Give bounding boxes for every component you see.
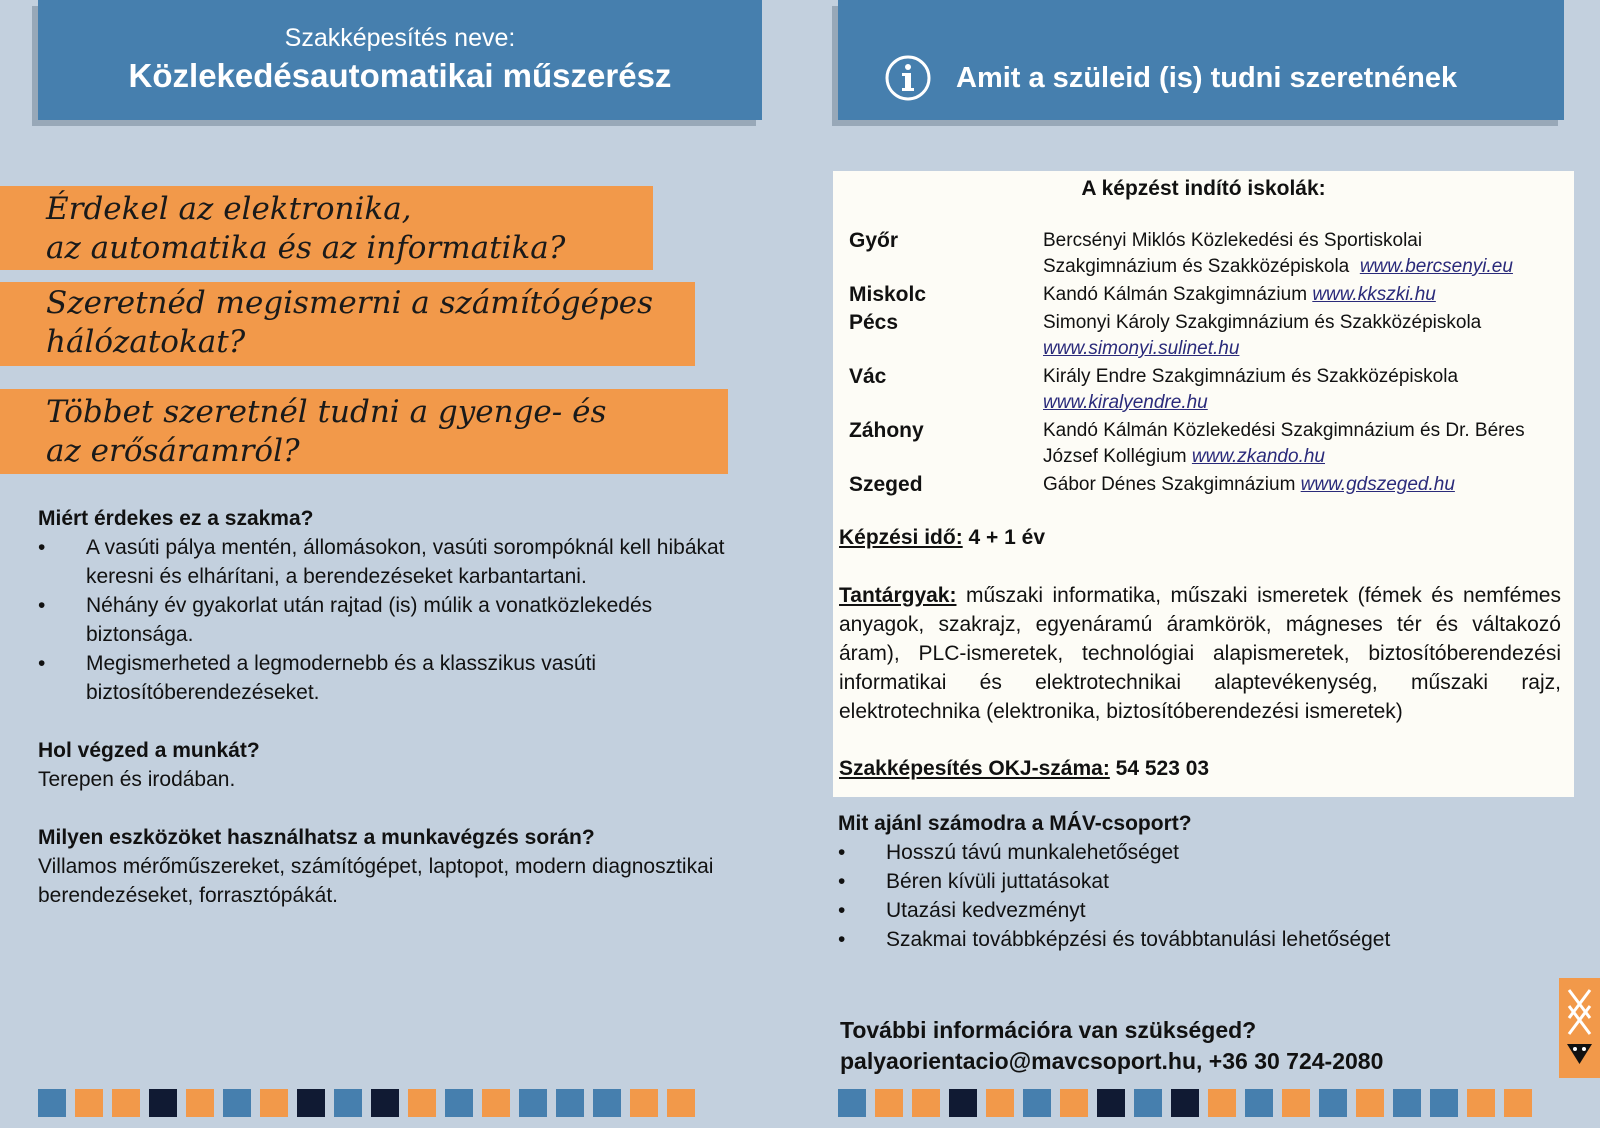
decorative-square	[408, 1089, 436, 1117]
decorative-square	[482, 1089, 510, 1117]
list-item: • Néhány év gyakorlat után rajtad (is) múlik a vonatközlekedés biztonsága.	[38, 591, 758, 649]
schools-list	[849, 228, 1549, 500]
duration-value: 4 + 1 év	[962, 526, 1046, 549]
decorative-square	[1430, 1089, 1458, 1117]
school-name: Bercsényi Miklós Közlekedési és Sportiskolai Szakgimnázium és Szakközépiskola	[1043, 230, 1423, 277]
question-banner	[0, 186, 653, 270]
parents-section-title: Amit a szüleid (is) tudni szeretnének	[956, 61, 1458, 94]
tools-section	[38, 823, 758, 910]
where-text: Terepen és irodában.	[38, 768, 236, 791]
school-name: Gábor Dénes Szakgimnázium	[1043, 474, 1296, 495]
decorative-square	[1393, 1089, 1421, 1117]
bullet: •	[38, 536, 46, 559]
school-row	[849, 418, 1549, 470]
right-header	[838, 0, 1564, 120]
left-content	[38, 504, 758, 939]
decorative-square	[838, 1089, 866, 1117]
decorative-square	[1171, 1089, 1199, 1117]
school-city: Pécs	[849, 311, 899, 334]
school-name: Kandó Kálmán Szakgimnázium	[1043, 284, 1308, 305]
decorative-square	[519, 1089, 547, 1117]
decorative-square	[149, 1089, 177, 1117]
question-banner	[0, 389, 728, 474]
bullet: •	[838, 928, 846, 951]
list-item: • Szakmai továbbképzési és továbbtanulási lehetőséget	[838, 925, 1538, 954]
info-icon	[884, 54, 932, 102]
school-row	[849, 310, 1549, 362]
subjects-label: Tantárgyak:	[839, 584, 957, 607]
school-row	[849, 282, 1549, 308]
subjects-value: műszaki informatika, műszaki ismeretek (fémek és nemfémes anyagok, szakrajz, egyenáramú áramkörök, mágneses tér és váltakozó áram), PLC-ismeretek, technológiai alapismeretek, biztosítóberendezési informatikai és elektrotechnikai alaptevékenység, műszaki rajz, elektrotechnika (elektronika, biztosítóberendezési ismeretek)	[839, 584, 1561, 723]
schools-panel	[833, 171, 1574, 797]
decorative-square	[1060, 1089, 1088, 1117]
decorative-square	[112, 1089, 140, 1117]
decorative-square	[1356, 1089, 1384, 1117]
okj	[839, 754, 1561, 783]
bullet: •	[38, 594, 46, 617]
list-item: • Megismerheted a legmodernebb és a klasszikus vasúti biztosítóberendezéseket.	[38, 649, 758, 707]
decorative-square	[371, 1089, 399, 1117]
decorative-squares-left	[38, 1089, 695, 1117]
decorative-squares-right	[838, 1089, 1532, 1117]
duration-label: Képzési idő:	[839, 526, 963, 549]
school-link[interactable]: www.kiralyendre.hu	[1043, 392, 1208, 413]
okj-value: 54 523 03	[1109, 757, 1210, 780]
mav-logo-icon	[1559, 978, 1600, 1078]
decorative-square	[186, 1089, 214, 1117]
question-line: Érdekel az elektronika,	[46, 191, 412, 227]
decorative-square	[1097, 1089, 1125, 1117]
decorative-square	[1134, 1089, 1162, 1117]
decorative-square	[445, 1089, 473, 1117]
school-name: Simonyi Károly Szakgimnázium és Szakközépiskola	[1043, 312, 1482, 333]
decorative-square	[75, 1089, 103, 1117]
mav-section	[838, 809, 1538, 954]
list-item: • A vasúti pálya mentén, állomásokon, vasúti sorompóknál kell hibákat keresni és elhárítani, a berendezéseket karbantartani.	[38, 533, 758, 591]
decorative-square	[1282, 1089, 1310, 1117]
question-line: Szeretnéd megismerni a számítógépes	[46, 285, 654, 321]
list-item: • Utazási kedvezményt	[838, 896, 1538, 925]
mav-list	[838, 838, 1538, 954]
decorative-square	[1319, 1089, 1347, 1117]
decorative-square	[912, 1089, 940, 1117]
school-row	[849, 364, 1549, 416]
list-item: • Hosszú távú munkalehetőséget	[838, 838, 1538, 867]
decorative-square	[1467, 1089, 1495, 1117]
contact-question: További információra van szükséged?	[840, 1017, 1257, 1043]
decorative-square	[1023, 1089, 1051, 1117]
school-city: Szeged	[849, 473, 923, 496]
question-line: az erősáramról?	[46, 433, 300, 469]
question-line: hálózatokat?	[46, 324, 246, 360]
schools-title: A képzést indító iskolák:	[1081, 177, 1326, 200]
decorative-square	[1504, 1089, 1532, 1117]
bullet: •	[838, 870, 846, 893]
decorative-square	[593, 1089, 621, 1117]
qualification-label: Szakképesítés neve:	[284, 24, 516, 52]
decorative-square	[297, 1089, 325, 1117]
question-banner	[0, 282, 695, 366]
decorative-square	[556, 1089, 584, 1117]
contact-block	[840, 1015, 1383, 1077]
list-item: • Béren kívüli juttatásokat	[838, 867, 1538, 896]
school-row	[849, 472, 1549, 498]
why-list	[38, 533, 758, 707]
decorative-square	[38, 1089, 66, 1117]
where-section	[38, 736, 758, 794]
tools-text: Villamos mérőműszereket, számítógépet, laptopot, modern diagnosztikai berendezéseket, forrasztópákát.	[38, 855, 714, 907]
school-name: Király Endre Szakgimnázium és Szakközépiskola	[1043, 366, 1459, 387]
school-city: Győr	[849, 229, 899, 252]
question-line: az automatika és az informatika?	[46, 230, 566, 266]
decorative-square	[667, 1089, 695, 1117]
school-link[interactable]: www.gdszeged.hu	[1300, 474, 1455, 495]
question-line: Többet szeretnél tudni a gyenge- és	[46, 394, 607, 430]
decorative-square	[260, 1089, 288, 1117]
why-heading: Miért érdekes ez a szakma?	[38, 507, 314, 530]
school-city: Vác	[849, 365, 887, 388]
decorative-square	[334, 1089, 362, 1117]
tools-heading: Milyen eszközöket használhatsz a munkavégzés során?	[38, 826, 595, 849]
bullet: •	[838, 841, 846, 864]
school-name: Kandó Kálmán Közlekedési Szakgimnázium és Dr. Béres József Kollégium	[1043, 420, 1525, 467]
where-heading: Hol végzed a munkát?	[38, 739, 260, 762]
bullet: •	[838, 899, 846, 922]
decorative-square	[949, 1089, 977, 1117]
qualification-title: Közlekedésautomatikai műszerész	[128, 57, 672, 94]
school-link[interactable]: www.kkszki.hu	[1312, 284, 1436, 305]
school-city: Záhony	[849, 419, 924, 442]
okj-label: Szakképesítés OKJ-száma:	[839, 757, 1110, 780]
mav-heading: Mit ajánl számodra a MÁV-csoport?	[838, 812, 1192, 835]
contact-details[interactable]: palyaorientacio@mavcsoport.hu, +36 30 724-2080	[840, 1048, 1384, 1074]
school-row	[849, 228, 1549, 280]
decorative-square	[1245, 1089, 1273, 1117]
decorative-square	[1208, 1089, 1236, 1117]
school-link[interactable]: www.simonyi.sulinet.hu	[1043, 338, 1240, 359]
decorative-square	[223, 1089, 251, 1117]
bullet: •	[38, 652, 46, 675]
decorative-square	[630, 1089, 658, 1117]
decorative-square	[986, 1089, 1014, 1117]
school-link[interactable]: www.zkando.hu	[1191, 446, 1325, 467]
decorative-square	[875, 1089, 903, 1117]
left-header	[38, 0, 762, 120]
duration	[839, 523, 1561, 552]
why-section	[38, 504, 758, 707]
subjects	[839, 581, 1561, 726]
mav-logo	[1559, 978, 1600, 1078]
school-link[interactable]: www.bercsenyi.eu	[1359, 256, 1513, 277]
school-city: Miskolc	[849, 283, 927, 306]
